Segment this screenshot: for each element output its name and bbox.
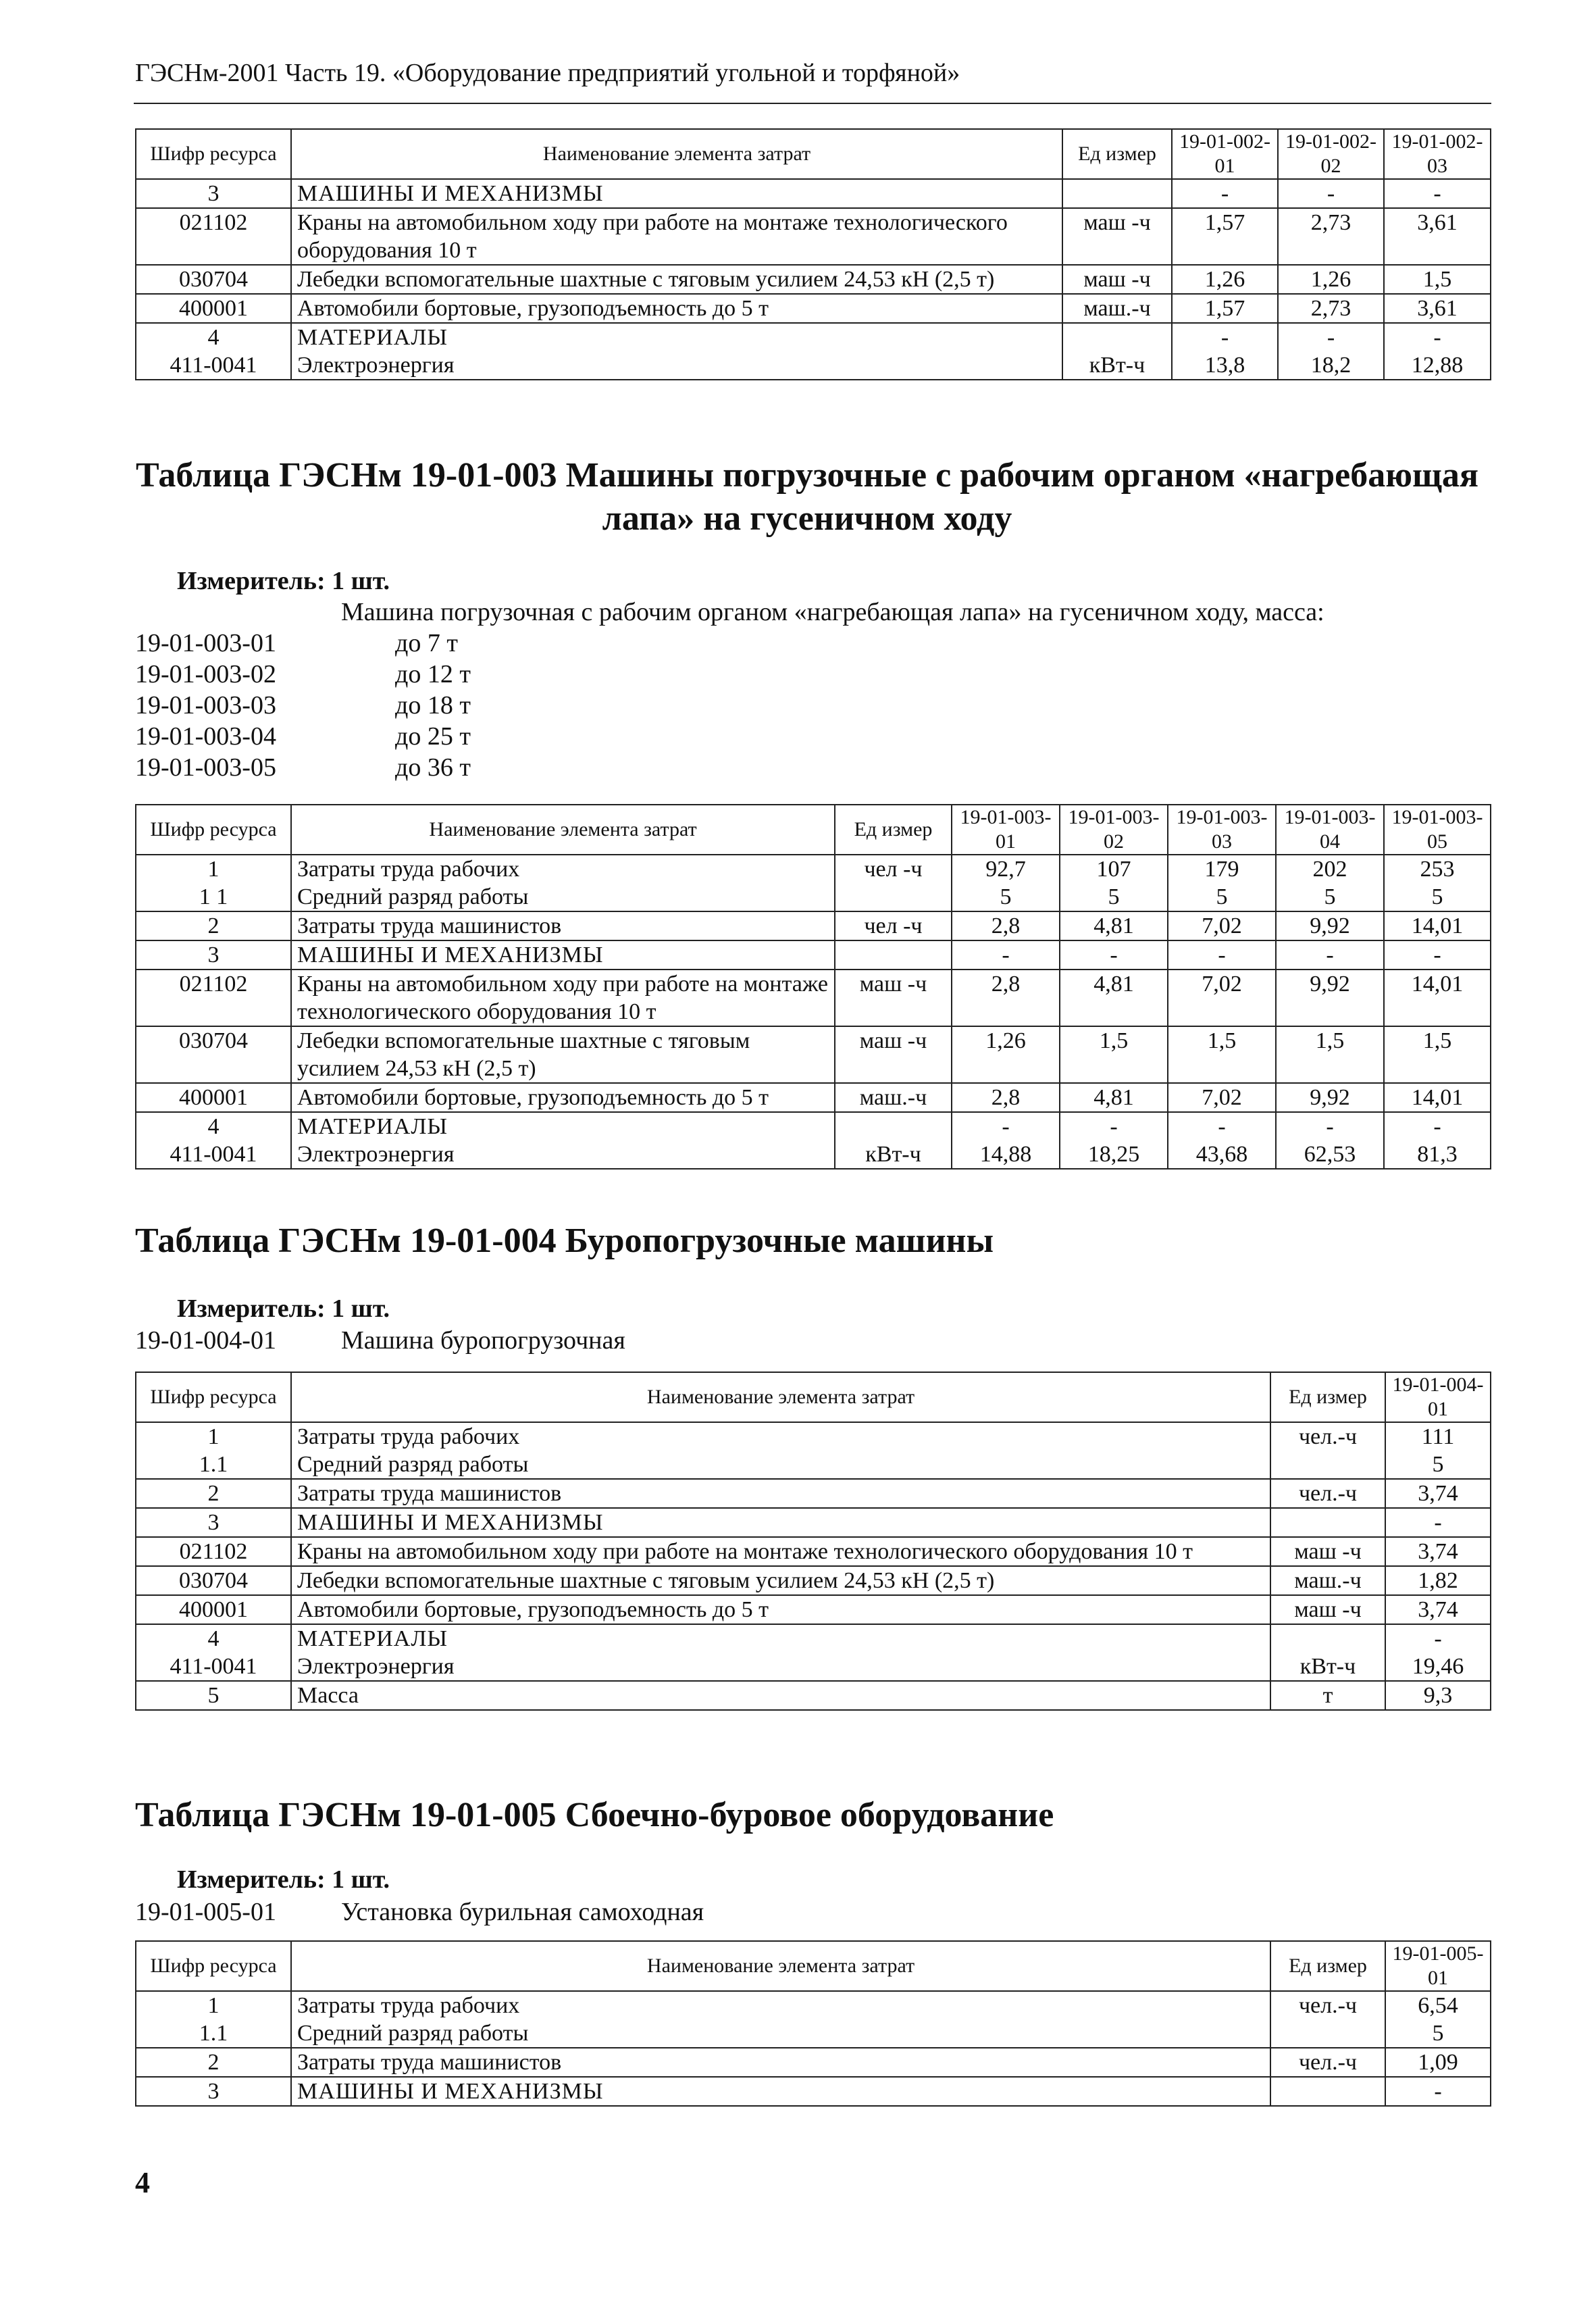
variant-code: 19-01-005-01 — [135, 1898, 276, 1926]
cell-name: МАШИНЫ И МЕХАНИЗМЫ — [291, 2077, 1270, 2106]
cell-value: 5 — [1168, 883, 1276, 911]
table-body — [136, 855, 1491, 1169]
cell-code: 021102 — [136, 208, 291, 265]
cell-name: МАТЕРИАЛЫ — [291, 323, 1062, 351]
cell-value: 1,26 — [1172, 265, 1278, 294]
cell-code: 030704 — [136, 265, 291, 294]
cell-code: 3 — [136, 2077, 291, 2106]
variant-code: 19-01-003-02 — [135, 660, 276, 688]
cell-value: - — [1384, 940, 1491, 970]
cell-value: - — [952, 1112, 1060, 1140]
table-row — [136, 911, 1491, 940]
cell-code: 411-0041 — [136, 1140, 291, 1169]
cell-value: 1,09 — [1385, 2048, 1491, 2077]
column-header-value: 19-01-002-03 — [1384, 129, 1491, 179]
cell-name: МАШИНЫ И МЕХАНИЗМЫ — [291, 940, 835, 970]
meter-line — [177, 1294, 390, 1324]
cell-name: Электроэнергия — [291, 351, 1062, 380]
cell-value: 6,54 — [1385, 1991, 1491, 2019]
cell-unit: чел -ч — [835, 911, 952, 940]
meter-line — [177, 1865, 390, 1894]
cell-value: 7,02 — [1168, 1083, 1276, 1112]
cell-unit: т — [1270, 1681, 1385, 1710]
meter-label: Измеритель: — [177, 1865, 326, 1894]
table-row — [136, 2019, 1491, 2048]
cell-value: 5 — [1384, 883, 1491, 911]
table-row — [136, 1422, 1491, 1451]
cell-code: 030704 — [136, 1026, 291, 1083]
cell-name: Лебедки вспомогательные шахтные с тяговым усилием 24,53 кН (2,5 т) — [291, 1566, 1270, 1595]
cell-value: - — [1385, 1624, 1491, 1653]
cell-code: 2 — [136, 2048, 291, 2077]
table-title-19-01-004: Таблица ГЭСНм 19-01-004 Буропогрузочные машины — [135, 1222, 994, 1260]
cell-value: 1,57 — [1172, 294, 1278, 323]
cell-value: 179 — [1168, 855, 1276, 883]
cell-unit: маш -ч — [1062, 208, 1172, 265]
cell-value: 4,81 — [1060, 1083, 1168, 1112]
column-header-value: 19-01-003-05 — [1384, 805, 1491, 855]
cell-value: 81,3 — [1384, 1140, 1491, 1169]
cell-value: 18,2 — [1278, 351, 1384, 380]
cell-value: - — [1060, 940, 1168, 970]
table-row — [136, 351, 1491, 380]
cell-name: Краны на автомобильном ходу при работе на монтаже технологического оборудования 10 т — [291, 970, 835, 1026]
column-header-unit: Ед измер — [1062, 129, 1172, 179]
table-row — [136, 970, 1491, 1026]
cell-value: 1,82 — [1385, 1566, 1491, 1595]
cell-value: 5 — [1060, 883, 1168, 911]
cell-code: 1 1 — [136, 883, 291, 911]
cell-name: Средний разряд работы — [291, 1451, 1270, 1479]
variant-code: 19-01-003-05 — [135, 753, 276, 782]
column-header-unit: Ед измер — [1270, 1941, 1385, 1991]
column-header-code: Шифр ресурса — [136, 805, 291, 855]
variant-text: до 18 т — [395, 691, 471, 720]
cell-value: 14,01 — [1384, 970, 1491, 1026]
cell-code: 021102 — [136, 970, 291, 1026]
cell-value: 107 — [1060, 855, 1168, 883]
cell-name: МАТЕРИАЛЫ — [291, 1112, 835, 1140]
cell-name: Затраты труда рабочих — [291, 855, 835, 883]
table-row — [136, 323, 1491, 351]
cell-value: - — [1172, 323, 1278, 351]
cell-value: - — [1168, 940, 1276, 970]
column-header-name: Наименование элемента затрат — [291, 805, 835, 855]
cell-value: 4,81 — [1060, 970, 1168, 1026]
cell-code: 030704 — [136, 1566, 291, 1595]
column-header-value: 19-01-002-01 — [1172, 129, 1278, 179]
cell-name: Краны на автомобильном ходу при работе на монтаже технологического оборудования 10 т — [291, 208, 1062, 265]
cell-name: Автомобили бортовые, грузоподъемность до 5 т — [291, 1083, 835, 1112]
cell-value: - — [1385, 2077, 1491, 2106]
table-row — [136, 294, 1491, 323]
meter-label: Измеритель: — [177, 567, 326, 595]
table-19-01-002 — [135, 128, 1491, 380]
cell-code: 3 — [136, 940, 291, 970]
cell-value: - — [1172, 179, 1278, 208]
table-row — [136, 1112, 1491, 1140]
table-header-row — [136, 129, 1491, 179]
cell-value: - — [1384, 179, 1491, 208]
cell-value: - — [1278, 179, 1384, 208]
cell-code: 4 — [136, 1112, 291, 1140]
cell-value: 9,92 — [1276, 1083, 1384, 1112]
cell-unit: кВт-ч — [1270, 1653, 1385, 1681]
column-header-name: Наименование элемента затрат — [291, 1372, 1270, 1422]
cell-value: 253 — [1384, 855, 1491, 883]
cell-value: - — [1385, 1508, 1491, 1537]
cell-name: Затраты труда машинистов — [291, 911, 835, 940]
cell-value: 3,74 — [1385, 1479, 1491, 1508]
cell-name: Электроэнергия — [291, 1140, 835, 1169]
page-header: ГЭСНм-2001 Часть 19. «Оборудование предприятий угольной и торфяной» — [135, 59, 960, 87]
cell-value: 3,61 — [1384, 294, 1491, 323]
table-body — [136, 1991, 1491, 2106]
cell-code: 2 — [136, 1479, 291, 1508]
cell-unit — [1270, 2019, 1385, 2048]
cell-name: Автомобили бортовые, грузоподъемность до 5 т — [291, 1595, 1270, 1624]
cell-value: 1,26 — [1278, 265, 1384, 294]
cell-unit — [835, 883, 952, 911]
table-row — [136, 855, 1491, 883]
table-row — [136, 1140, 1491, 1169]
cell-code: 400001 — [136, 294, 291, 323]
cell-unit — [1270, 2077, 1385, 2106]
cell-name: Лебедки вспомогательные шахтные с тяговым усилием 24,53 кН (2,5 т) — [291, 265, 1062, 294]
table-row — [136, 1026, 1491, 1083]
cell-unit: маш -ч — [1270, 1595, 1385, 1624]
cell-value: 5 — [952, 883, 1060, 911]
cell-unit: маш.-ч — [835, 1083, 952, 1112]
cell-value: - — [1278, 323, 1384, 351]
cell-unit: чел.-ч — [1270, 1422, 1385, 1451]
variant-code: 19-01-003-04 — [135, 722, 276, 751]
cell-value: - — [952, 940, 1060, 970]
cell-unit — [835, 1112, 952, 1140]
variant-text: Установка бурильная самоходная — [341, 1898, 704, 1926]
table-19-01-004 — [135, 1372, 1491, 1711]
column-header-value: 19-01-003-04 — [1276, 805, 1384, 855]
cell-value: 5 — [1276, 883, 1384, 911]
cell-value: - — [1276, 1112, 1384, 1140]
cell-value: 3,74 — [1385, 1537, 1491, 1566]
cell-unit: маш -ч — [835, 970, 952, 1026]
cell-value: 2,8 — [952, 911, 1060, 940]
variant-code: 19-01-003-01 — [135, 629, 276, 657]
table-row — [136, 1653, 1491, 1681]
cell-unit: маш -ч — [835, 1026, 952, 1083]
table-19-01-005 — [135, 1940, 1491, 2107]
variant-text: Машина буропогрузочная — [341, 1326, 625, 1355]
cell-value: 2,73 — [1278, 294, 1384, 323]
variant-code: 19-01-003-03 — [135, 691, 276, 720]
cell-code: 1 — [136, 855, 291, 883]
cell-value: 14,88 — [952, 1140, 1060, 1169]
cell-unit: маш.-ч — [1062, 294, 1172, 323]
cell-unit: кВт-ч — [1062, 351, 1172, 380]
cell-value: 9,92 — [1276, 970, 1384, 1026]
table-body — [136, 179, 1491, 380]
cell-name: Краны на автомобильном ходу при работе на монтаже технологического оборудования 10 т — [291, 1537, 1270, 1566]
cell-unit — [1270, 1508, 1385, 1537]
cell-code: 411-0041 — [136, 351, 291, 380]
meter-value: 1 шт. — [332, 1294, 390, 1323]
table-row — [136, 1595, 1491, 1624]
cell-code: 3 — [136, 1508, 291, 1537]
variant-code: 19-01-004-01 — [135, 1326, 276, 1355]
cell-unit — [835, 940, 952, 970]
cell-value: 43,68 — [1168, 1140, 1276, 1169]
table-header-row — [136, 1372, 1491, 1422]
cell-value: 5 — [1385, 1451, 1491, 1479]
cell-code: 5 — [136, 1681, 291, 1710]
column-header-name: Наименование элемента затрат — [291, 1941, 1270, 1991]
cell-unit: маш -ч — [1062, 265, 1172, 294]
cell-name: МАШИНЫ И МЕХАНИЗМЫ — [291, 179, 1062, 208]
table-title-19-01-003: Таблица ГЭСНм 19-01-003 Машины погрузочные с рабочим органом «нагребающая лапа» на гусеничном ходу — [135, 456, 1479, 538]
variant-text: до 12 т — [395, 660, 471, 688]
cell-name: Лебедки вспомогательные шахтные с тяговым усилием 24,53 кН (2,5 т) — [291, 1026, 835, 1083]
cell-name: Масса — [291, 1681, 1270, 1710]
cell-name: Электроэнергия — [291, 1653, 1270, 1681]
cell-code: 400001 — [136, 1083, 291, 1112]
variant-text: до 25 т — [395, 722, 471, 751]
cell-value: 1,5 — [1384, 1026, 1491, 1083]
cell-code: 2 — [136, 911, 291, 940]
cell-value: 9,92 — [1276, 911, 1384, 940]
cell-value: - — [1384, 1112, 1491, 1140]
cell-name: МАШИНЫ И МЕХАНИЗМЫ — [291, 1508, 1270, 1537]
cell-name: Средний разряд работы — [291, 2019, 1270, 2048]
table-row — [136, 2048, 1491, 2077]
cell-value: 1,5 — [1276, 1026, 1384, 1083]
cell-value: 2,8 — [952, 970, 1060, 1026]
cell-code: 021102 — [136, 1537, 291, 1566]
cell-name: Средний разряд работы — [291, 883, 835, 911]
cell-code: 4 — [136, 323, 291, 351]
cell-value: - — [1168, 1112, 1276, 1140]
header-rule — [134, 103, 1491, 104]
table-body — [136, 1422, 1491, 1710]
cell-value: 1,5 — [1168, 1026, 1276, 1083]
cell-value: 18,25 — [1060, 1140, 1168, 1169]
cell-value: 14,01 — [1384, 911, 1491, 940]
cell-value: 62,53 — [1276, 1140, 1384, 1169]
cell-code: 1.1 — [136, 2019, 291, 2048]
cell-unit: маш -ч — [1270, 1537, 1385, 1566]
variant-text: до 36 т — [395, 753, 471, 782]
cell-value: 19,46 — [1385, 1653, 1491, 1681]
cell-code: 4 — [136, 1624, 291, 1653]
column-header-value: 19-01-003-03 — [1168, 805, 1276, 855]
cell-value: 2,8 — [952, 1083, 1060, 1112]
table-row — [136, 1537, 1491, 1566]
table-row — [136, 179, 1491, 208]
cell-value: 202 — [1276, 855, 1384, 883]
cell-value: 7,02 — [1168, 970, 1276, 1026]
table-row — [136, 940, 1491, 970]
table-row — [136, 1991, 1491, 2019]
cell-value: 4,81 — [1060, 911, 1168, 940]
cell-value: 3,61 — [1384, 208, 1491, 265]
column-header-code: Шифр ресурса — [136, 129, 291, 179]
table-row — [136, 1083, 1491, 1112]
cell-code: 3 — [136, 179, 291, 208]
table-header-row — [136, 1941, 1491, 1991]
cell-code: 1 — [136, 1422, 291, 1451]
table-row — [136, 1624, 1491, 1653]
cell-code: 400001 — [136, 1595, 291, 1624]
table-row — [136, 1479, 1491, 1508]
table-19-01-003 — [135, 804, 1491, 1169]
column-header-value: 19-01-003-01 — [952, 805, 1060, 855]
cell-value: - — [1276, 940, 1384, 970]
cell-unit — [1270, 1624, 1385, 1653]
variant-text: до 7 т — [395, 629, 458, 657]
cell-unit: кВт-ч — [835, 1140, 952, 1169]
table-row — [136, 883, 1491, 911]
column-header-value: 19-01-004-01 — [1385, 1372, 1491, 1422]
cell-code: 411-0041 — [136, 1653, 291, 1681]
table-row — [136, 1566, 1491, 1595]
cell-unit — [1062, 323, 1172, 351]
cell-unit: чел.-ч — [1270, 1479, 1385, 1508]
meter-value: 1 шт. — [332, 1865, 390, 1894]
cell-value: 1,57 — [1172, 208, 1278, 265]
cell-unit: чел.-ч — [1270, 1991, 1385, 2019]
meter-line — [177, 566, 390, 596]
table-header-row — [136, 805, 1491, 855]
column-header-unit: Ед измер — [1270, 1372, 1385, 1422]
table-title-19-01-005: Таблица ГЭСНм 19-01-005 Сбоечно-буровое оборудование — [135, 1796, 1054, 1834]
cell-value: 2,73 — [1278, 208, 1384, 265]
cell-name: Затраты труда рабочих — [291, 1422, 1270, 1451]
cell-value: 111 — [1385, 1422, 1491, 1451]
column-header-unit: Ед измер — [835, 805, 952, 855]
cell-value: 1,5 — [1060, 1026, 1168, 1083]
cell-value: - — [1384, 323, 1491, 351]
cell-code: 1.1 — [136, 1451, 291, 1479]
cell-value: 14,01 — [1384, 1083, 1491, 1112]
cell-value: 92,7 — [952, 855, 1060, 883]
cell-value: 5 — [1385, 2019, 1491, 2048]
cell-value: - — [1060, 1112, 1168, 1140]
table-row — [136, 2077, 1491, 2106]
column-header-value: 19-01-005-01 — [1385, 1941, 1491, 1991]
meter-label: Измеритель: — [177, 1294, 326, 1323]
table-row — [136, 1681, 1491, 1710]
cell-value: 3,74 — [1385, 1595, 1491, 1624]
page-number: 4 — [135, 2166, 150, 2199]
table-row — [136, 208, 1491, 265]
table-row — [136, 1451, 1491, 1479]
cell-value: 9,3 — [1385, 1681, 1491, 1710]
cell-value: 7,02 — [1168, 911, 1276, 940]
column-header-code: Шифр ресурса — [136, 1372, 291, 1422]
column-header-name: Наименование элемента затрат — [291, 129, 1062, 179]
cell-name: Затраты труда машинистов — [291, 2048, 1270, 2077]
cell-unit: маш.-ч — [1270, 1566, 1385, 1595]
column-header-value: 19-01-003-02 — [1060, 805, 1168, 855]
cell-value: 1,5 — [1384, 265, 1491, 294]
column-header-value: 19-01-002-02 — [1278, 129, 1384, 179]
table-row — [136, 1508, 1491, 1537]
column-header-code: Шифр ресурса — [136, 1941, 291, 1991]
cell-name: Автомобили бортовые, грузоподъемность до 5 т — [291, 294, 1062, 323]
cell-unit: чел -ч — [835, 855, 952, 883]
meter-value: 1 шт. — [332, 567, 390, 595]
table-row — [136, 265, 1491, 294]
cell-name: Затраты труда машинистов — [291, 1479, 1270, 1508]
cell-unit — [1270, 1451, 1385, 1479]
cell-name: Затраты труда рабочих — [291, 1991, 1270, 2019]
cell-unit: чел.-ч — [1270, 2048, 1385, 2077]
cell-value: 1,26 — [952, 1026, 1060, 1083]
cell-value: 12,88 — [1384, 351, 1491, 380]
cell-name: МАТЕРИАЛЫ — [291, 1624, 1270, 1653]
cell-value: 13,8 — [1172, 351, 1278, 380]
cell-code: 1 — [136, 1991, 291, 2019]
variant-description: Машина погрузочная с рабочим органом «нагребающая лапа» на гусеничном ходу, масса: — [341, 598, 1324, 626]
cell-unit — [1062, 179, 1172, 208]
